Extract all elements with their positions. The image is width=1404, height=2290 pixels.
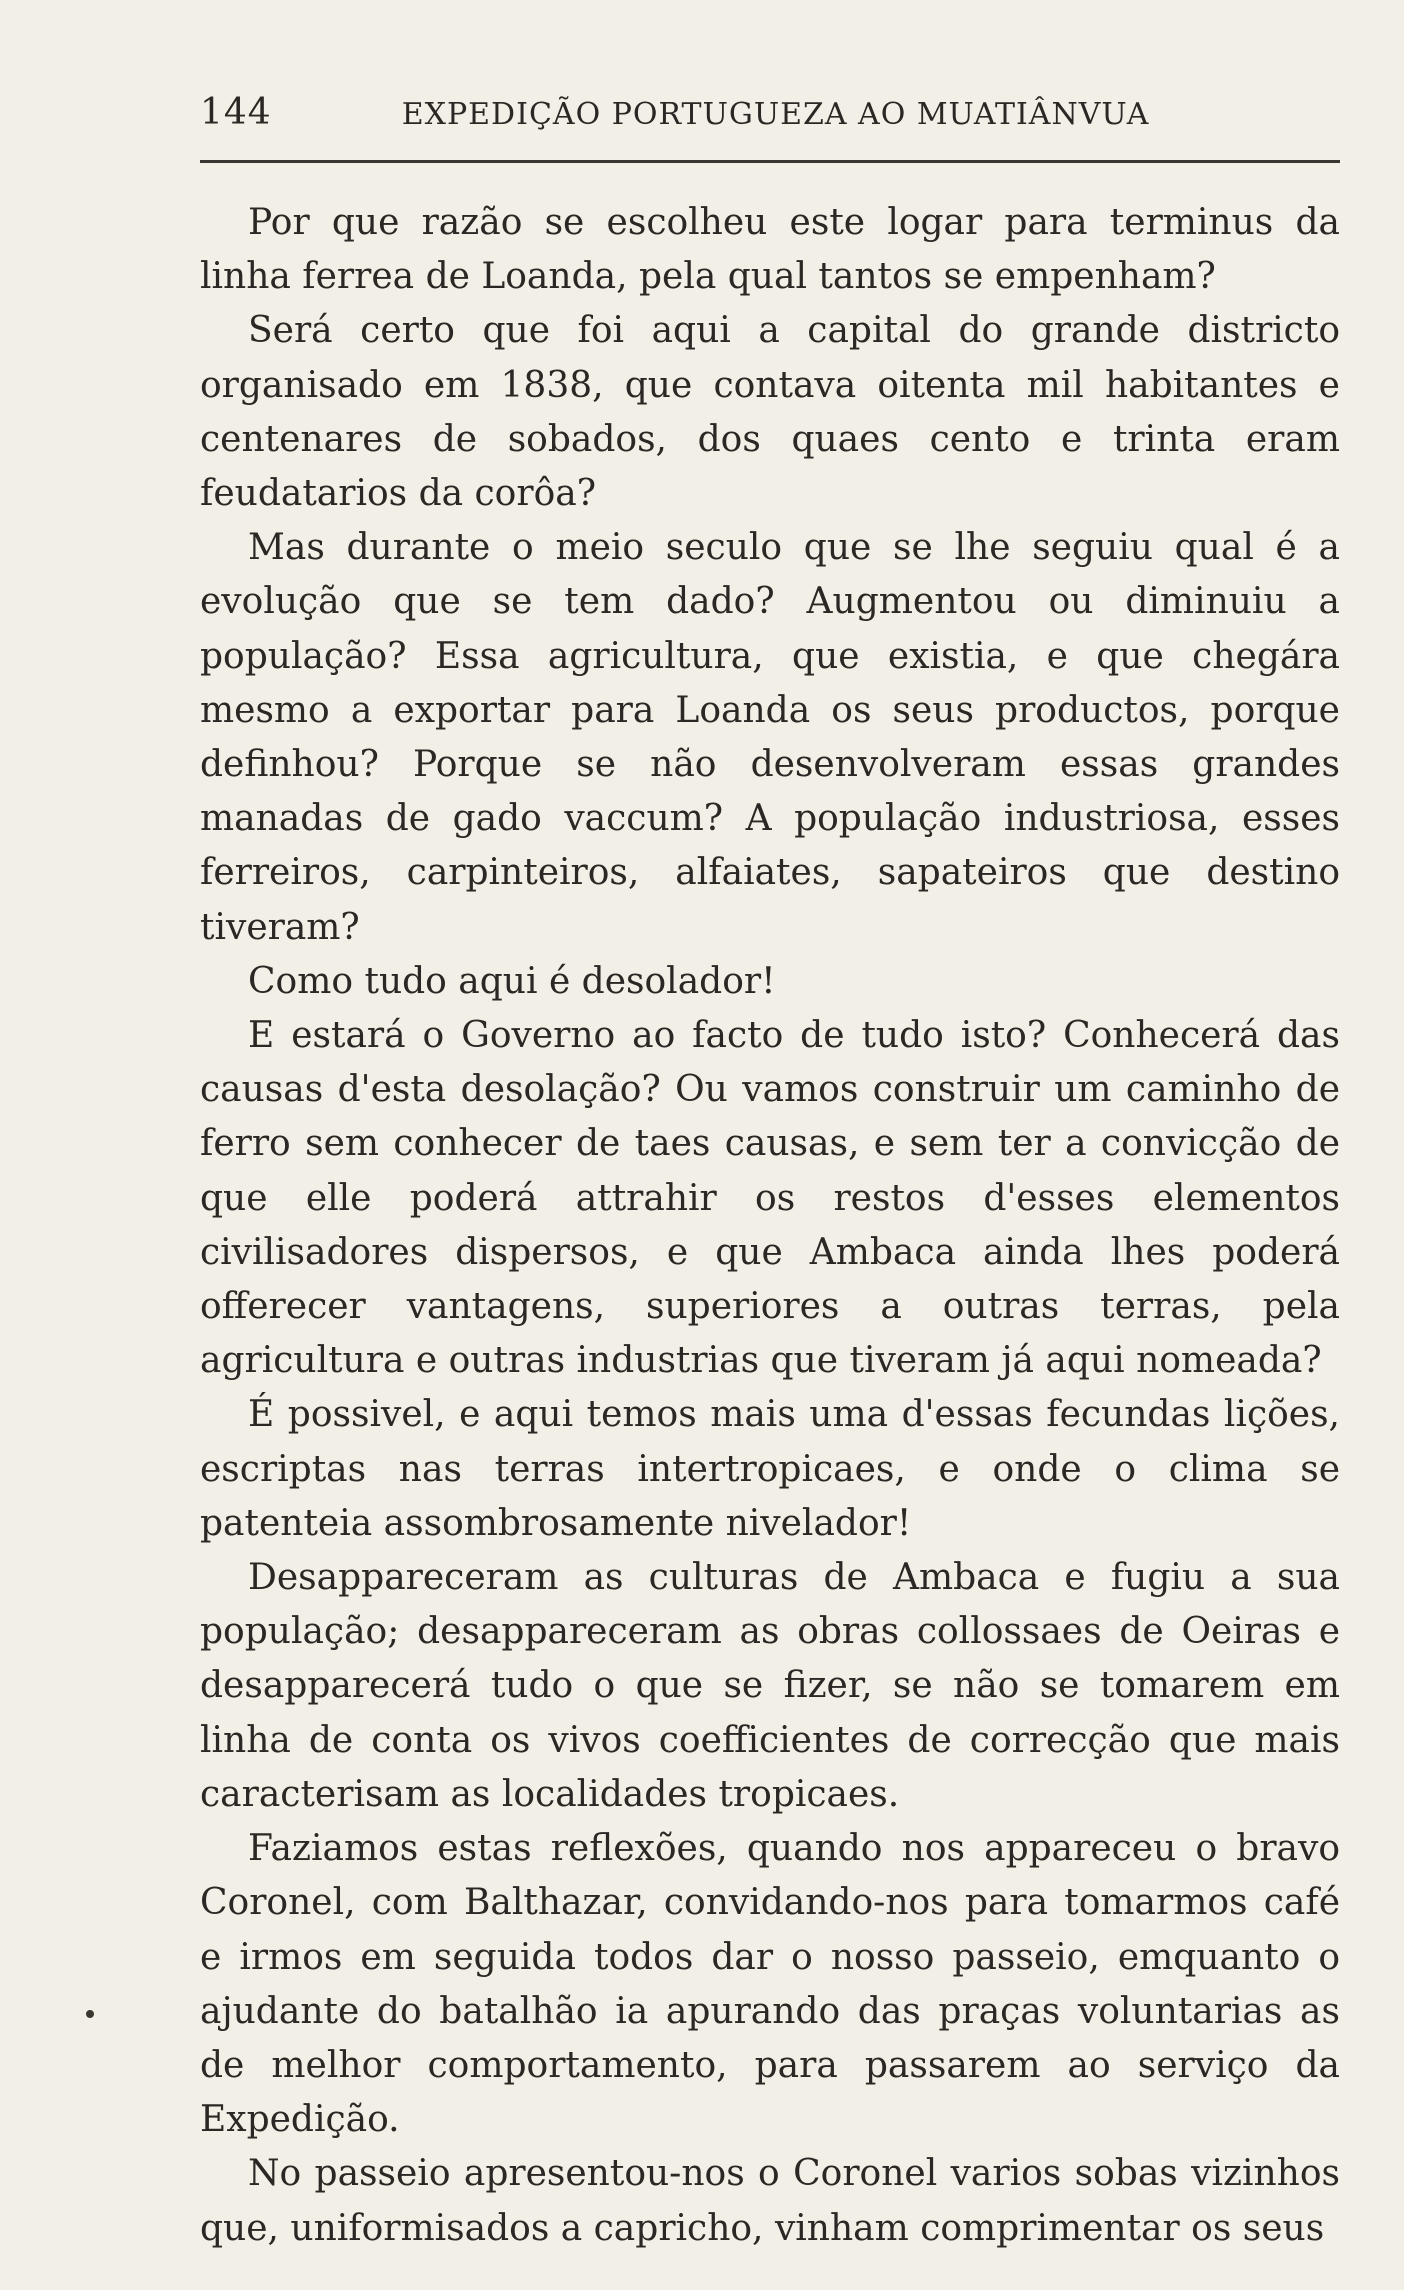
paragraph: É possivel, e aqui temos mais uma d'essas fecundas lições, escriptas nas terras intertropicaes, e onde o clima se patenteia assombrosamente nivelador! [200, 1394, 1340, 1544]
paragraph: Como tudo aqui é desolador! [248, 960, 776, 1002]
paragraph: No passeio apresentou-nos o Coronel varios sobas vizinhos que, uniformisados a capricho, vinham comprimentar os seus [200, 2153, 1340, 2249]
page-header [200, 92, 1340, 142]
paragraph: Desappareceram as culturas de Ambaca e fugiu a sua população; desappareceram as obras collossaes de Oeiras e desapparecerá tudo o que se fizer, se não se tomarem em linha de conta os vivos coefficientes de correcção que mais caracterisam as localidades tropicaes. [200, 1557, 1340, 1815]
running-title: EXPEDIÇÃO PORTUGUEZA AO MUATIÂNVUA [401, 97, 1150, 132]
paragraph: Por que razão se escolheu este logar para terminus da linha ferrea de Loanda, pela qual tantos se empenham? [200, 202, 1340, 298]
paragraph: Mas durante o meio seculo que se lhe seguiu qual é a evolução que se tem dado? Augmentou ou diminuiu a população? Essa agricultura, que existia, e que chegára mesmo a exportar para Loanda os seus productos, porque definhou? Porque se não desenvolveram essas grandes manadas de gado vaccum? A população industriosa, esses ferreiros, carpinteiros, alfaiates, sapateiros que destino tiveram? [200, 527, 1340, 948]
paragraph: E estará o Governo ao facto de tudo isto? Conhecerá das causas d'esta desolação? Ou vamos construir um caminho de ferro sem conhecer de taes causas, e sem ter a convicção de que elle poderá attrahir os restos d'esses elementos civilisadores dispersos, e que Ambaca ainda lhes poderá offerecer vantagens, superiores a outras terras, pela agricultura e outras industrias que tiveram já aqui nomeada? [200, 1015, 1340, 1382]
body-text [200, 196, 1340, 2256]
header-rule [200, 160, 1340, 163]
margin-mark [86, 2010, 94, 2018]
paragraph: Faziamos estas reflexões, quando nos appareceu o bravo Coronel, com Balthazar, convidando-nos para tomarmos café e irmos em seguida todos dar o nosso passeio, emquanto o ajudante do batalhão ia apurando das praças voluntarias as de melhor comportamento, para passarem ao serviço da Expedição. [200, 1828, 1340, 2141]
page-number: 144 [200, 92, 272, 133]
paragraph: Será certo que foi aqui a capital do grande districto organisado em 1838, que contava oitenta mil habitantes e centenares de sobados, dos quaes cento e trinta eram feudatarios da corôa? [200, 310, 1340, 515]
